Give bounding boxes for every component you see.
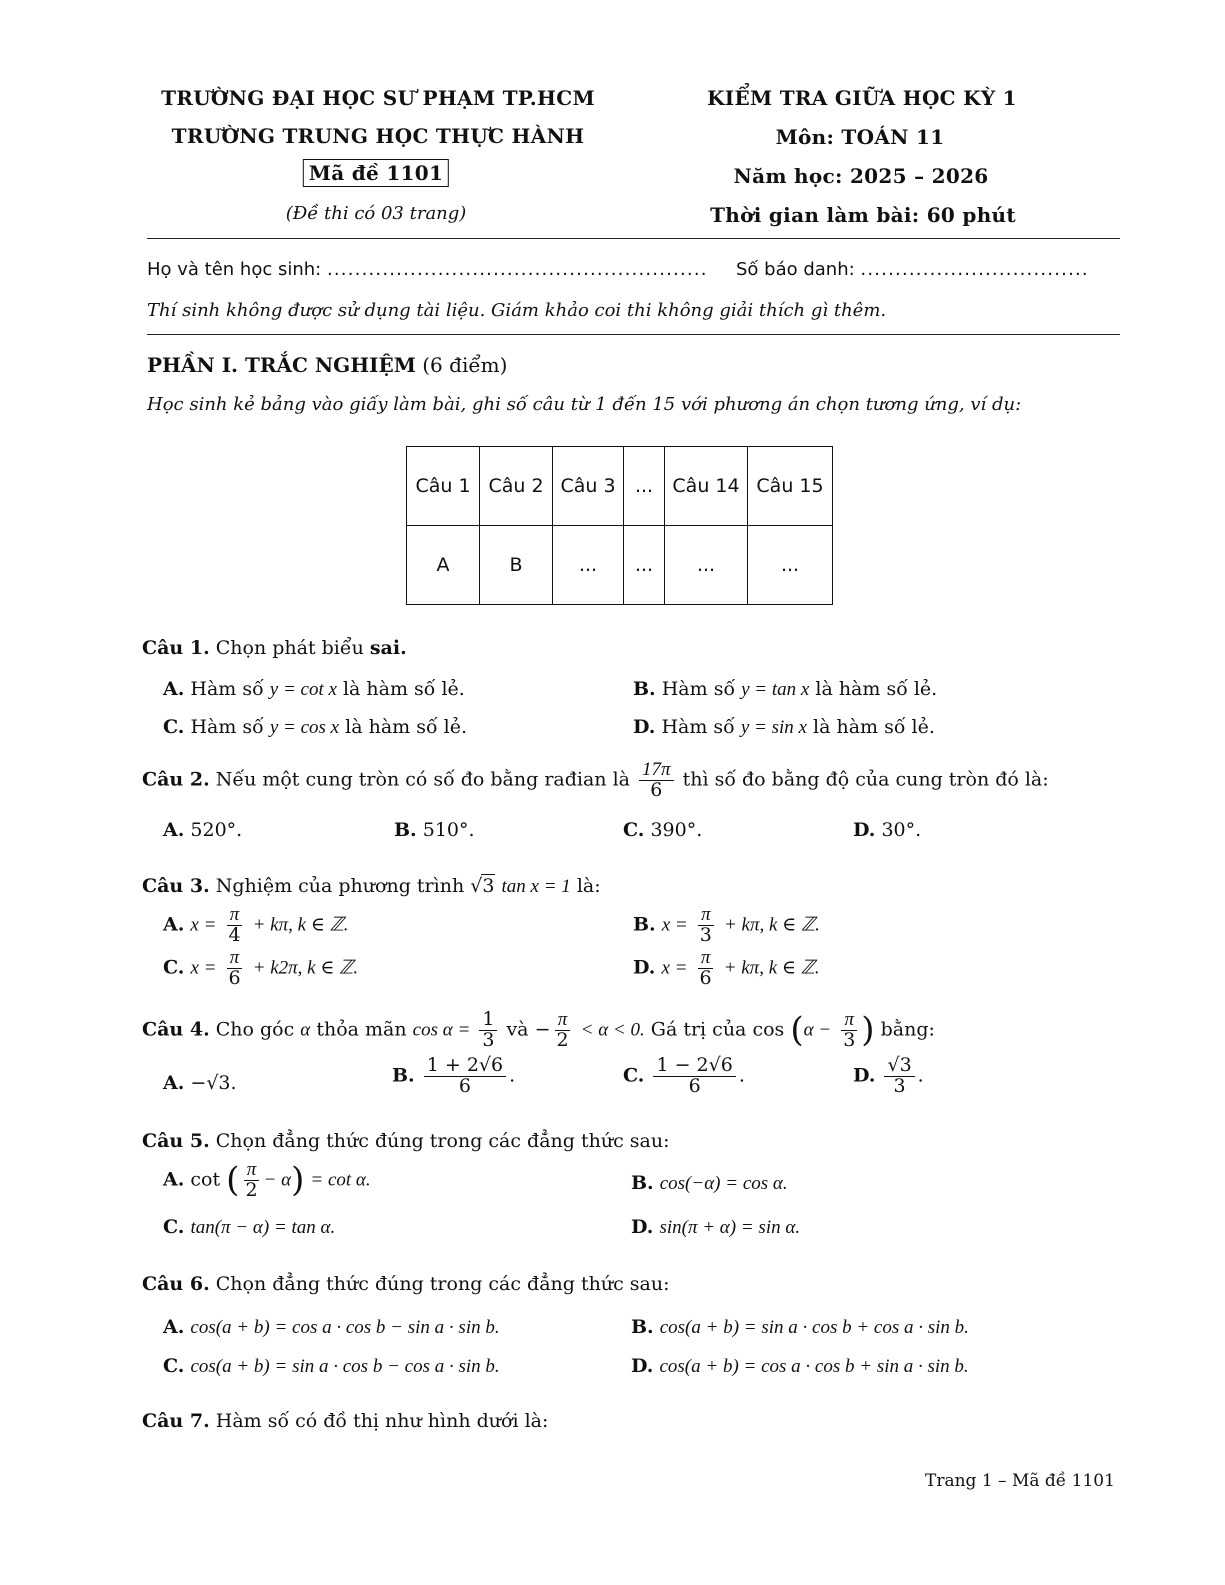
question-5 bbox=[142, 1130, 669, 1152]
table-answer-cell: ... bbox=[553, 526, 624, 605]
question-stem: Chọn đẳng thức đúng trong các đẳng thức sau: bbox=[215, 1273, 670, 1295]
question-stem: Chọn đẳng thức đúng trong các đẳng thức sau: bbox=[215, 1130, 670, 1152]
period: . bbox=[917, 1064, 924, 1087]
option-math: y = cos x bbox=[269, 717, 340, 738]
table-header-cell: ... bbox=[624, 447, 665, 526]
q6-option-b[interactable] bbox=[631, 1316, 969, 1339]
option-math: cos(−α) = cos α. bbox=[659, 1173, 788, 1194]
fraction bbox=[479, 1010, 497, 1051]
question-stem: thì số đo bằng độ của cung tròn đó là: bbox=[682, 768, 1049, 791]
exam-notice: Thí sinh không được sử dụng tài liệu. Giám khảo coi thi không giải thích gì thêm. bbox=[147, 300, 887, 321]
q2-option-d[interactable] bbox=[853, 819, 921, 841]
table-header-cell: Câu 15 bbox=[748, 447, 833, 526]
option-math: + kπ, k ∈ ℤ. bbox=[723, 914, 820, 936]
table-answer-cell: ... bbox=[624, 526, 665, 605]
question-4 bbox=[142, 1010, 935, 1051]
question-label: Câu 4. bbox=[142, 1018, 210, 1041]
equation: tan x = 1 bbox=[501, 876, 571, 897]
table-header-cell: Câu 1 bbox=[407, 447, 480, 526]
option-letter: B. bbox=[394, 819, 417, 841]
option-text: là hàm số lẻ. bbox=[345, 716, 467, 738]
fraction bbox=[225, 905, 243, 946]
radicand: 3 bbox=[482, 875, 495, 897]
question-7 bbox=[142, 1410, 548, 1432]
period: . bbox=[509, 1064, 516, 1087]
denominator: 3 bbox=[699, 923, 712, 946]
option-letter: A. bbox=[163, 678, 185, 700]
fraction bbox=[884, 1056, 914, 1097]
option-text: Hàm số bbox=[190, 678, 264, 700]
table-header-cell: Câu 2 bbox=[480, 447, 553, 526]
header-rule bbox=[147, 238, 1120, 239]
question-stem: Hàm số có đồ thị như hình dưới là: bbox=[215, 1410, 549, 1432]
question-stem: bằng: bbox=[880, 1018, 935, 1041]
cot-function: cot bbox=[190, 1168, 221, 1191]
q4-option-b[interactable] bbox=[392, 1056, 515, 1097]
school-year: Năm học: 2025 – 2026 bbox=[733, 164, 989, 188]
fraction bbox=[697, 948, 715, 989]
equation: cos α = bbox=[412, 1019, 471, 1041]
q6-option-a[interactable] bbox=[163, 1316, 500, 1339]
question-2 bbox=[142, 760, 1049, 801]
option-math: cos(a + b) = sin a · cos b − cos a · sin b. bbox=[190, 1356, 500, 1377]
question-label: Câu 3. bbox=[142, 875, 210, 897]
option-math: cos(a + b) = cos a · cos b + sin a · sin b. bbox=[659, 1356, 969, 1377]
pages-note: (Đề thi có 03 trang) bbox=[285, 203, 467, 224]
fraction bbox=[226, 948, 244, 989]
option-letter: D. bbox=[633, 716, 656, 738]
duration: Thời gian làm bài: 60 phút bbox=[710, 203, 1016, 227]
table-header-cell: Câu 3 bbox=[553, 447, 624, 526]
numerator: 1 + 2√6 bbox=[424, 1056, 506, 1077]
option-text: 30°. bbox=[881, 819, 922, 841]
student-name-label: Họ và tên học sinh: bbox=[147, 259, 322, 280]
student-name-row bbox=[147, 259, 708, 280]
option-text: 390°. bbox=[650, 819, 703, 841]
option-text: Hàm số bbox=[190, 716, 264, 738]
fraction bbox=[424, 1056, 506, 1097]
option-letter: A. bbox=[163, 913, 185, 936]
q1-option-d[interactable] bbox=[633, 716, 935, 739]
fraction bbox=[242, 1160, 260, 1201]
inequality: < α < 0. bbox=[580, 1019, 645, 1041]
numerator: π bbox=[698, 948, 714, 969]
q1-option-c[interactable] bbox=[163, 716, 467, 739]
denominator: 3 bbox=[893, 1074, 906, 1097]
question-label: Câu 7. bbox=[142, 1410, 210, 1432]
q5-option-c[interactable] bbox=[163, 1216, 335, 1239]
option-letter: D. bbox=[853, 1064, 876, 1087]
question-stem: Chọn phát biểu bbox=[215, 637, 364, 659]
numerator: π bbox=[227, 948, 243, 969]
option-math: x = bbox=[661, 914, 688, 936]
option-math: x = bbox=[190, 914, 217, 936]
question-stem: là: bbox=[576, 875, 601, 897]
sqrt-symbol: √ bbox=[470, 875, 483, 897]
option-letter: C. bbox=[623, 1064, 645, 1087]
student-id-label: Số báo danh: bbox=[736, 259, 855, 280]
option-letter: C. bbox=[163, 1216, 185, 1238]
numerator: π bbox=[841, 1010, 857, 1031]
page-footer: Trang 1 – Mã đề 1101 bbox=[925, 1471, 1115, 1491]
q2-option-b[interactable] bbox=[394, 819, 475, 841]
option-math: + kπ, k ∈ ℤ. bbox=[723, 957, 820, 979]
option-math: tan(π − α) = tan α. bbox=[190, 1217, 336, 1238]
question-stem-emphasis: sai. bbox=[369, 637, 407, 659]
fraction bbox=[553, 1010, 571, 1051]
denominator: 4 bbox=[228, 923, 241, 946]
option-letter: C. bbox=[163, 1355, 185, 1377]
numerator: π bbox=[698, 905, 714, 926]
denominator: 6 bbox=[688, 1074, 701, 1097]
question-stem: Cho góc bbox=[215, 1018, 295, 1041]
exam-code-box: Mã đề 1101 bbox=[303, 159, 449, 187]
option-math: − α bbox=[263, 1169, 292, 1191]
part1-points: (6 điểm) bbox=[422, 353, 508, 377]
school-name-1: TRƯỜNG ĐẠI HỌC SƯ PHẠM TP.HCM bbox=[161, 86, 595, 110]
q3-option-c[interactable] bbox=[163, 948, 358, 989]
q4-option-c[interactable] bbox=[623, 1056, 745, 1097]
right-paren: ) bbox=[291, 1159, 305, 1200]
q3-option-a[interactable] bbox=[163, 905, 349, 946]
fraction bbox=[653, 1056, 735, 1097]
option-math: = cot α. bbox=[310, 1169, 371, 1191]
q5-option-b[interactable] bbox=[631, 1172, 788, 1195]
question-label: Câu 2. bbox=[142, 768, 210, 791]
numerator: π bbox=[227, 905, 243, 926]
question-stem: Nghiệm của phương trình bbox=[215, 875, 465, 897]
cos-function: cos bbox=[752, 1018, 785, 1041]
option-math: y = sin x bbox=[740, 717, 807, 738]
option-letter: B. bbox=[392, 1064, 415, 1087]
part1-title: PHẦN I. TRẮC NGHIỆM bbox=[147, 353, 416, 377]
option-letter: B. bbox=[631, 1316, 654, 1338]
question-stem: Gá trị của bbox=[650, 1018, 747, 1041]
question-stem: thỏa mãn bbox=[316, 1018, 407, 1041]
denominator: 6 bbox=[650, 778, 663, 801]
option-math: −√3. bbox=[190, 1072, 237, 1094]
numerator: √3 bbox=[884, 1056, 914, 1077]
student-name-blank[interactable]: ....................................................... bbox=[326, 259, 708, 280]
option-letter: B. bbox=[633, 678, 656, 700]
option-math: sin(π + α) = sin α. bbox=[659, 1217, 801, 1238]
question-stem: Nếu một cung tròn có số đo bằng rađian là bbox=[215, 768, 630, 791]
table-answer-cell: ... bbox=[748, 526, 833, 605]
denominator: 2 bbox=[245, 1178, 258, 1201]
table-answer-cell: A bbox=[407, 526, 480, 605]
option-letter: A. bbox=[163, 1316, 185, 1338]
answer-sample-table bbox=[406, 446, 833, 605]
option-letter: C. bbox=[623, 819, 645, 841]
option-text: là hàm số lẻ. bbox=[813, 716, 935, 738]
q6-option-d[interactable] bbox=[631, 1355, 969, 1378]
option-text: Hàm số bbox=[661, 678, 736, 700]
equation: α − bbox=[803, 1019, 832, 1041]
option-math: cos(a + b) = cos a · cos b − sin a · sin b. bbox=[190, 1317, 500, 1338]
denominator: 3 bbox=[482, 1028, 495, 1051]
option-letter: A. bbox=[163, 1168, 185, 1191]
right-paren: ) bbox=[861, 1009, 875, 1050]
fraction bbox=[697, 905, 715, 946]
denominator: 6 bbox=[228, 966, 241, 989]
exam-title: KIỂM TRA GIỮA HỌC KỲ 1 bbox=[707, 86, 1017, 110]
school-name-2: TRƯỜNG TRUNG HỌC THỰC HÀNH bbox=[171, 124, 585, 148]
option-text: 510°. bbox=[422, 819, 475, 841]
question-stem: và bbox=[506, 1018, 529, 1041]
denominator: 2 bbox=[556, 1028, 569, 1051]
option-math: x = bbox=[661, 957, 688, 979]
table-answer-cell: ... bbox=[665, 526, 748, 605]
q6-option-c[interactable] bbox=[163, 1355, 500, 1378]
option-text: Hàm số bbox=[661, 716, 735, 738]
q3-option-d[interactable] bbox=[633, 948, 820, 989]
q2-option-c[interactable] bbox=[623, 819, 702, 841]
numerator: 17π bbox=[639, 760, 674, 781]
option-math: y = cot x bbox=[269, 679, 337, 700]
subject: Môn: TOÁN 11 bbox=[775, 125, 945, 149]
option-text: 520°. bbox=[190, 819, 243, 841]
question-1 bbox=[142, 637, 407, 659]
q4-option-a[interactable] bbox=[163, 1072, 237, 1094]
q1-option-b[interactable] bbox=[633, 678, 937, 701]
option-letter: B. bbox=[633, 913, 656, 936]
q1-option-a[interactable] bbox=[163, 678, 465, 701]
period: . bbox=[738, 1064, 745, 1087]
part1-instruction: Học sinh kẻ bảng vào giấy làm bài, ghi số câu từ 1 đến 15 với phương án chọn tương ứng, ví dụ: bbox=[147, 394, 1022, 415]
option-letter: A. bbox=[163, 1072, 185, 1094]
option-letter: B. bbox=[631, 1172, 654, 1194]
option-letter: D. bbox=[853, 819, 876, 841]
option-text: là hàm số lẻ. bbox=[342, 678, 465, 700]
option-math: x = bbox=[190, 957, 217, 979]
option-math: cos(a + b) = sin a · cos b + cos a · sin b. bbox=[659, 1317, 969, 1338]
student-id-blank[interactable]: ................................. bbox=[860, 259, 1089, 280]
q2-option-a[interactable] bbox=[163, 819, 242, 841]
option-math: + kπ, k ∈ ℤ. bbox=[252, 914, 349, 936]
numerator: 1 − 2√6 bbox=[653, 1056, 735, 1077]
question-6 bbox=[142, 1273, 669, 1295]
part1-heading bbox=[147, 353, 507, 377]
numerator: 1 bbox=[479, 1010, 497, 1031]
question-label: Câu 1. bbox=[142, 637, 210, 659]
q5-option-a[interactable] bbox=[163, 1160, 371, 1201]
option-text: là hàm số lẻ. bbox=[815, 678, 938, 700]
option-math: y = tan x bbox=[741, 679, 810, 700]
option-letter: D. bbox=[633, 956, 656, 979]
numerator: π bbox=[555, 1010, 571, 1031]
option-letter: D. bbox=[631, 1216, 654, 1238]
denominator: 6 bbox=[458, 1074, 471, 1097]
table-header-cell: Câu 14 bbox=[665, 447, 748, 526]
q4-option-d[interactable] bbox=[853, 1056, 924, 1097]
alpha-symbol: α bbox=[300, 1019, 311, 1041]
option-letter: C. bbox=[163, 716, 185, 738]
numerator: π bbox=[244, 1160, 260, 1181]
question-label: Câu 5. bbox=[142, 1130, 210, 1152]
notice-rule bbox=[147, 334, 1120, 335]
fraction bbox=[639, 760, 674, 801]
question-3 bbox=[142, 875, 601, 898]
fraction bbox=[840, 1010, 858, 1051]
question-label: Câu 6. bbox=[142, 1273, 210, 1295]
minus-sign: − bbox=[534, 1018, 551, 1041]
q3-option-b[interactable] bbox=[633, 905, 820, 946]
option-letter: A. bbox=[163, 819, 185, 841]
denominator: 3 bbox=[843, 1028, 856, 1051]
student-id-row bbox=[736, 259, 1089, 280]
left-paren: ( bbox=[790, 1009, 804, 1050]
q5-option-d[interactable] bbox=[631, 1216, 800, 1239]
option-math: + k2π, k ∈ ℤ. bbox=[252, 957, 359, 979]
option-letter: D. bbox=[631, 1355, 654, 1377]
option-letter: C. bbox=[163, 956, 185, 979]
table-answer-cell: B bbox=[480, 526, 553, 605]
denominator: 6 bbox=[699, 966, 712, 989]
left-paren: ( bbox=[226, 1159, 240, 1200]
